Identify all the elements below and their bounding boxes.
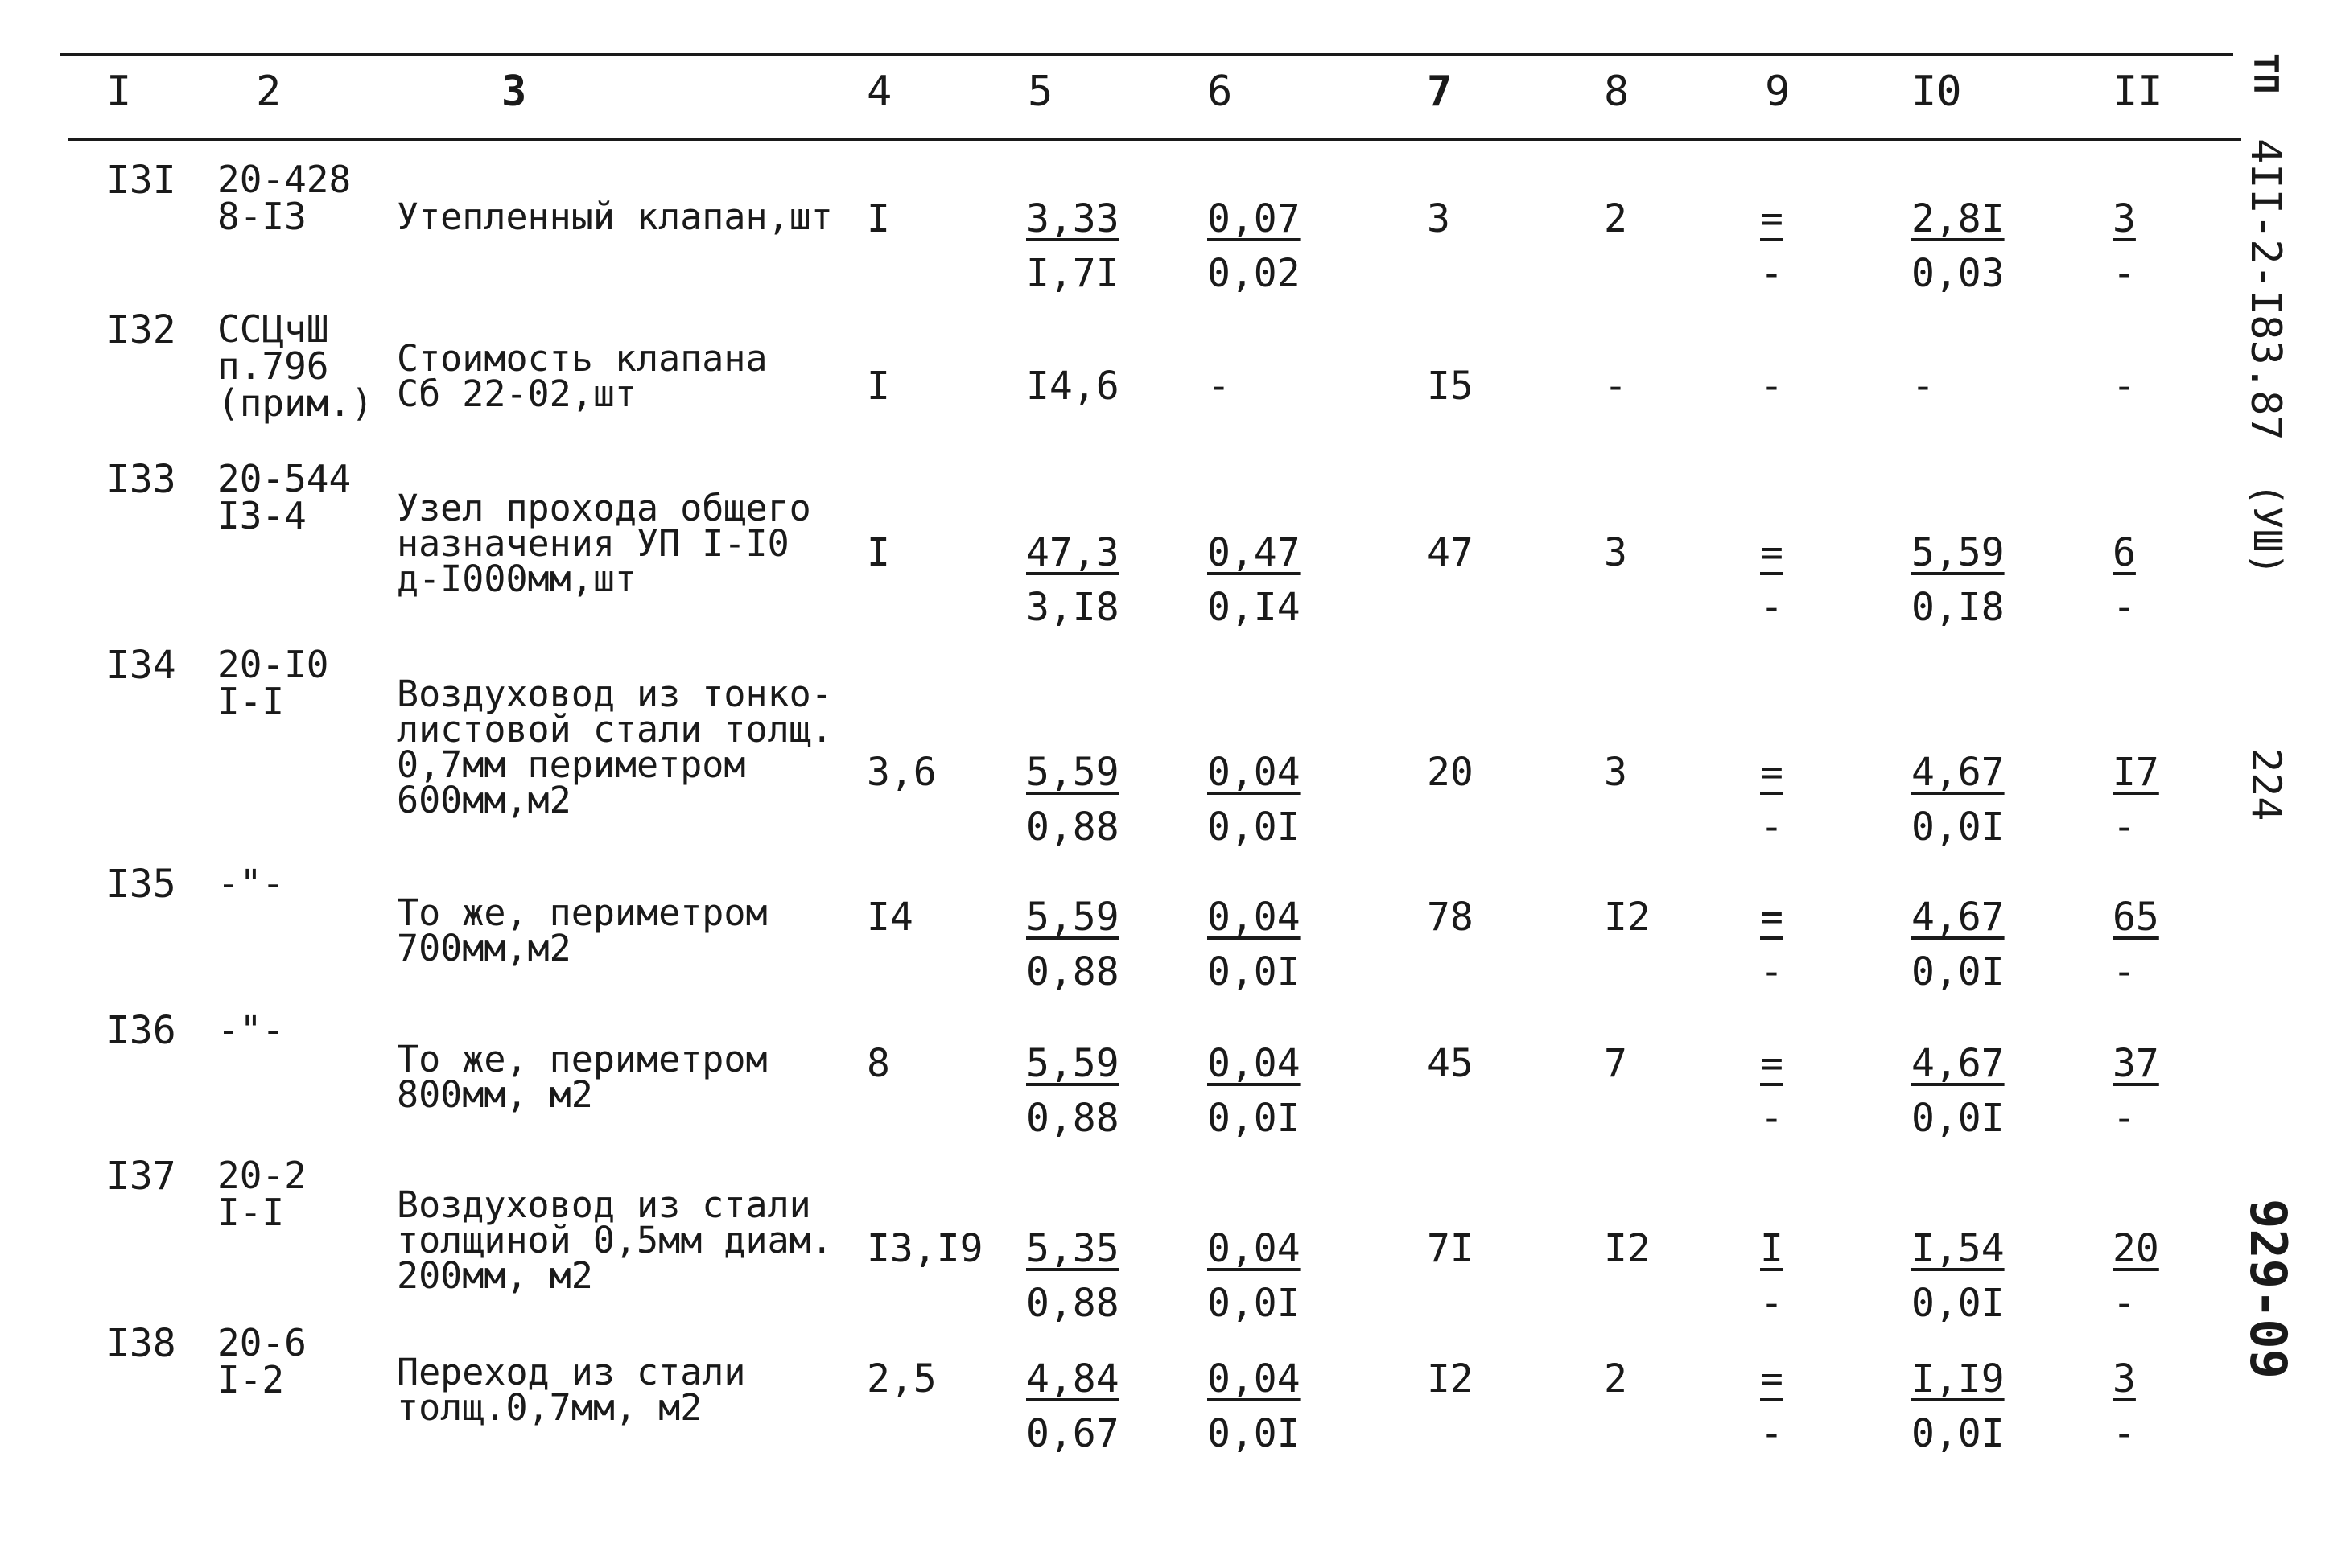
row-number: I37 [106,1154,176,1199]
cell-col6-bottom: 0,I4 [1207,585,1301,630]
side-volume: (УШ) [2244,483,2290,576]
cell-col5-top: 5,59 [1026,1041,1119,1086]
row-code: -"- [217,1008,285,1052]
cell-col6-top: 0,47 [1207,530,1301,575]
header-col-7: 7 [1427,68,1453,116]
side-sheet-code: 929-09 [2239,1199,2298,1379]
cell-col11-bottom: - [2113,585,2136,630]
row-code: 20-I0 I-I [217,643,329,723]
row-description: Воздуховод из тонко- листовой стали толщ. 0,7мм периметром 600мм,м2 [397,673,833,821]
cell-col6-bottom: 0,02 [1207,251,1301,296]
cell-col9-top: I [1760,1226,1783,1271]
row-code: 20-2 I-I [217,1154,307,1234]
side-series-label: ТП [2246,53,2286,94]
cell-col9-bottom: - [1760,1411,1783,1456]
row-code: 20-6 I-2 [217,1321,307,1401]
header-col-5: 5 [1028,68,1053,116]
row-description: Узел прохода общего назначения УП I-I0 д-I000мм,шт [397,487,811,600]
cell-col10-top: 4,67 [1911,895,2005,940]
cell-col9-bottom: - [1760,1281,1783,1326]
cell-col10-bottom: 0,0I [1911,949,2005,994]
cell-col8: 3 [1604,750,1627,795]
cell-col6-top: 0,04 [1207,1041,1301,1086]
header-col-11: II [2113,68,2163,116]
cell-col10-top: 4,67 [1911,1041,2005,1086]
cell-col11-bottom: - [2113,949,2136,994]
row-quantity: 8 [867,1041,890,1086]
cell-col7: I5 [1427,364,1474,409]
cell-col5-top: 4,84 [1026,1356,1119,1401]
cell-col5-top: I4,6 [1026,364,1119,409]
header-col-2: 2 [256,68,282,116]
cell-col8: 2 [1604,196,1627,241]
header-col-1: I [106,68,132,116]
cell-col5-bottom: 0,88 [1026,1096,1119,1141]
cell-col10-bottom: 0,0I [1911,1411,2005,1456]
cell-col6-bottom: 0,0I [1207,1411,1301,1456]
cell-col6-bottom: 0,0I [1207,805,1301,850]
cell-col5-bottom: 0,88 [1026,949,1119,994]
cell-col5-bottom: 0,88 [1026,805,1119,850]
cell-col10-bottom: 0,0I [1911,805,2005,850]
row-quantity: I [867,364,890,409]
cell-col7: 7I [1427,1226,1474,1271]
cell-col10-top: I,I9 [1911,1356,2005,1401]
cell-col8: 7 [1604,1041,1627,1086]
cell-col8: 2 [1604,1356,1627,1401]
cell-col6-top: 0,04 [1207,750,1301,795]
cell-col9-top: = [1760,750,1783,795]
row-number: I33 [106,457,176,502]
cell-col6-top: 0,07 [1207,196,1301,241]
cell-col9-top: = [1760,530,1783,575]
cell-col8: I2 [1604,895,1651,940]
row-quantity: I [867,530,890,575]
row-number: I38 [106,1321,176,1366]
row-number: I35 [106,862,176,907]
row-code: 20-428 8-I3 [217,158,352,238]
cell-col11-top: - [2113,364,2136,409]
cell-col9-bottom: - [1760,585,1783,630]
cell-col9-bottom: - [1760,251,1783,296]
cell-col9-top: = [1760,196,1783,241]
row-number: I3I [106,158,176,203]
cell-col10-bottom: 0,0I [1911,1281,2005,1326]
cell-col5-bottom: 0,67 [1026,1411,1119,1456]
cell-col10-top: I,54 [1911,1226,2005,1271]
cell-col9-top: - [1760,364,1783,409]
side-page-number: 224 [2243,748,2290,821]
cell-col6-bottom: 0,0I [1207,1281,1301,1326]
cell-col9-top: = [1760,895,1783,940]
cell-col6-top: 0,04 [1207,1356,1301,1401]
row-description: То же, периметром 700мм,м2 [397,891,768,969]
header-col-3: 3 [501,68,527,116]
cell-col11-top: 3 [2113,1356,2136,1401]
cell-col7: 47 [1427,530,1474,575]
cell-col8: I2 [1604,1226,1651,1271]
row-quantity: 2,5 [867,1356,937,1401]
row-description: Переход из стали толщ.0,7мм, м2 [397,1351,746,1429]
cell-col5-top: 5,59 [1026,895,1119,940]
header-col-10: I0 [1911,68,1962,116]
header-col-8: 8 [1604,68,1630,116]
row-description: Стоимость клапана Сб 22-02,шт [397,337,768,415]
cell-col5-bottom: 0,88 [1026,1281,1119,1326]
cell-col11-bottom: - [2113,1096,2136,1141]
cell-col10-top: 4,67 [1911,750,2005,795]
cell-col6-bottom: 0,0I [1207,1096,1301,1141]
cell-col10-top: 2,8I [1911,196,2005,241]
cell-col5-top: 5,35 [1026,1226,1119,1271]
cell-col10-bottom: 0,I8 [1911,585,2005,630]
cell-col5-bottom: 3,I8 [1026,585,1119,630]
cell-col11-top: 65 [2113,895,2159,940]
header-col-4: 4 [867,68,892,116]
cell-col6-top: 0,04 [1207,1226,1301,1271]
cell-col9-bottom: - [1760,949,1783,994]
top-rule [60,53,2233,56]
side-doc-code: 4II-2-I83.87 [2241,138,2290,441]
cell-col11-top: 6 [2113,530,2136,575]
cell-col6-top: 0,04 [1207,895,1301,940]
cell-col11-bottom: - [2113,1281,2136,1326]
cell-col7: 20 [1427,750,1474,795]
cell-col6-bottom: 0,0I [1207,949,1301,994]
cell-col10-top: - [1911,364,1935,409]
row-description: Утепленный клапан,шт [397,195,833,238]
row-number: I36 [106,1008,176,1053]
row-description: Воздуховод из стали толщиной 0,5мм диам. 200мм, м2 [397,1183,833,1297]
row-quantity: 3,6 [867,750,937,795]
header-rule [68,138,2241,141]
row-number: I32 [106,307,176,352]
cell-col6-top: - [1207,364,1230,409]
cell-col9-bottom: - [1760,805,1783,850]
cell-col9-top: = [1760,1041,1783,1086]
cell-col5-top: 3,33 [1026,196,1119,241]
row-code: 20-544 I3-4 [217,457,352,537]
cell-col5-top: 47,3 [1026,530,1119,575]
cell-col10-top: 5,59 [1911,530,2005,575]
row-description: То же, периметром 800мм, м2 [397,1038,768,1116]
cell-col11-bottom: - [2113,1411,2136,1456]
cell-col10-bottom: 0,03 [1911,251,2005,296]
row-quantity: I [867,196,890,241]
cell-col8: 3 [1604,530,1627,575]
cell-col9-bottom: - [1760,1096,1783,1141]
cell-col5-bottom: I,7I [1026,251,1119,296]
cell-col8: - [1604,364,1627,409]
cell-col7: 78 [1427,895,1474,940]
cell-col11-bottom: - [2113,251,2136,296]
row-code: -"- [217,862,285,905]
cell-col11-bottom: - [2113,805,2136,850]
header-col-9: 9 [1765,68,1791,116]
cell-col11-top: I7 [2113,750,2159,795]
row-number: I34 [106,643,176,688]
row-quantity: I4 [867,895,913,940]
cell-col11-top: 3 [2113,196,2136,241]
cell-col5-top: 5,59 [1026,750,1119,795]
cell-col11-top: 37 [2113,1041,2159,1086]
cell-col7: 45 [1427,1041,1474,1086]
row-quantity: I3,I9 [867,1226,983,1271]
cell-col7: I2 [1427,1356,1474,1401]
cell-col10-bottom: 0,0I [1911,1096,2005,1141]
row-code: ССЦчШ п.796 (прим.) [217,307,373,425]
cell-col9-top: = [1760,1356,1783,1401]
cell-col7: 3 [1427,196,1450,241]
cell-col11-top: 20 [2113,1226,2159,1271]
header-col-6: 6 [1207,68,1233,116]
